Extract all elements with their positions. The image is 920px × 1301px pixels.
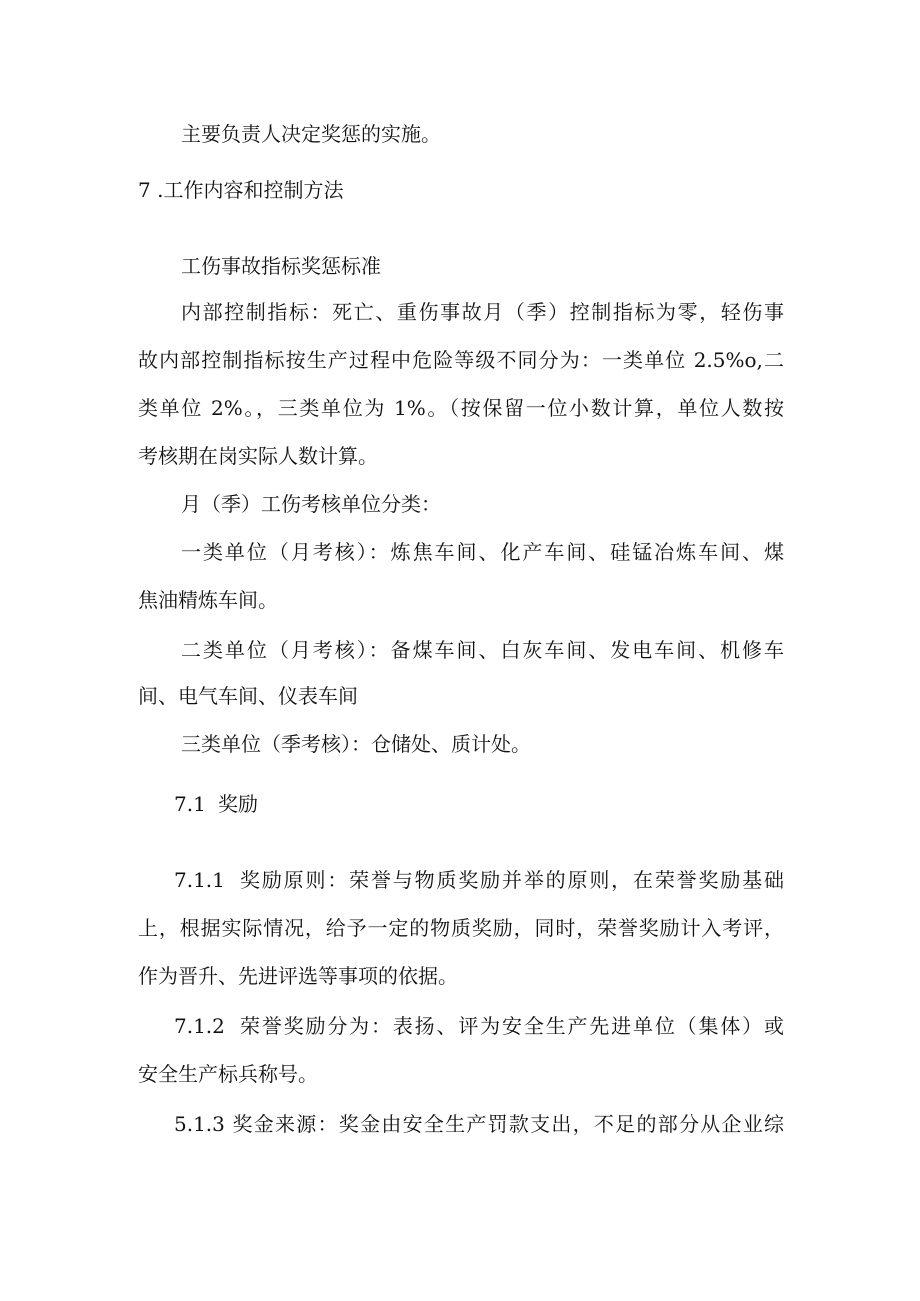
item-7-1-2-line-1: 荣誉奖励分为：表扬、评为安全生产先进单位（集体）或 xyxy=(240,1014,784,1038)
item-7-1-1-line-3: 作为晋升、先进评选等事项的依据。 xyxy=(138,964,458,988)
classification-heading: 月（季）工伤考核单位分类： xyxy=(181,492,441,516)
item-7-1-1-line-2: 上，根据实际情况，给予一定的物质奖励，同时，荣誉奖励计入考评， xyxy=(138,916,784,940)
class-three-line: 三类单位（季考核）：仓储处、质计处。 xyxy=(181,732,531,756)
internal-control-line-1: 内部控制指标：死亡、重伤事故月（季）控制指标为零，轻伤事 xyxy=(181,300,784,324)
section-heading: 7 .工作内容和控制方法 xyxy=(138,178,344,202)
class-one-line-1: 一类单位（月考核）：炼焦车间、化产车间、硅锰冶炼车间、煤 xyxy=(181,540,784,564)
item-5-1-3-line-1: 5.1.3 奖金来源：奖金由安全生产罚款支出，不足的部分从企业综 xyxy=(174,1112,784,1136)
item-7-1-1-line-1: 奖励原则：荣誉与物质奖励并举的原则，在荣誉奖励基础 xyxy=(240,868,784,892)
intro-paragraph: 主要负责人决定奖惩的实施。 xyxy=(181,122,441,146)
item-7-1-1-number: 7.1.1 xyxy=(174,868,225,892)
item-7-1-2-number: 7.1.2 xyxy=(174,1014,225,1038)
class-one-line-2: 焦油精炼车间。 xyxy=(138,588,278,612)
subheading-injury-standard: 工伤事故指标奖惩标准 xyxy=(181,254,381,278)
item-7-1-2-line-2: 安全生产标兵称号。 xyxy=(138,1062,318,1086)
internal-control-line-3: 类单位 2%。，三类单位为 1%。（按保留一位小数计算，单位人数按 xyxy=(138,396,784,420)
internal-control-line-2: 故内部控制指标按生产过程中危险等级不同分为：一类单位 2.5%o,二 xyxy=(138,348,784,372)
class-two-line-2: 间、电气车间、仪表车间 xyxy=(138,684,358,708)
section-7-1-number: 7.1 xyxy=(174,792,206,816)
internal-control-line-4: 考核期在岗实际人数计算。 xyxy=(138,444,378,468)
section-7-1-title: 奖励 xyxy=(218,792,258,816)
class-two-line-1: 二类单位（月考核）：备煤车间、白灰车间、发电车间、机修车 xyxy=(181,638,784,662)
